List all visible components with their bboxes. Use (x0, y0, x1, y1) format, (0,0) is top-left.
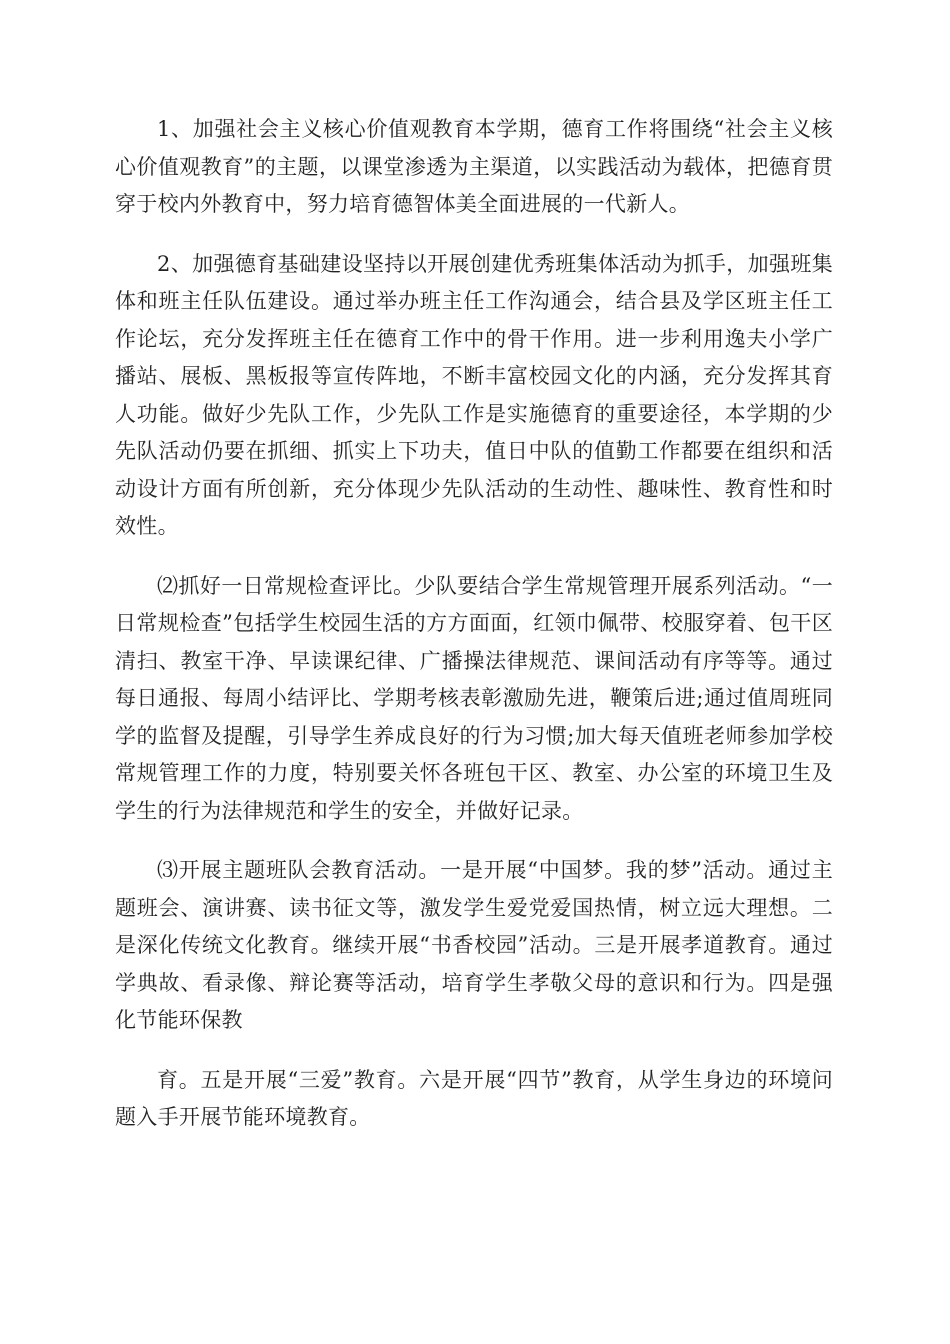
paragraph-5: 育。五是开展“三爱”教育。六是开展“四节”教育，从学生身边的环境问题入手开展节能环境教育。 (115, 1067, 833, 1129)
paragraph-1: 1、加强社会主义核心价值观教育本学期，德育工作将围绕“社会主义核心价值观教育”的主题，以课堂渗透为主渠道，以实践活动为载体，把德育贯穿于校内外教育中，努力培育德智体美全面进展的一代新人。 (115, 117, 833, 216)
document-body (115, 111, 833, 1159)
paragraph-4: ⑶开展主题班队会教育活动。一是开展“中国梦。我的梦”活动。通过主题班会、演讲赛、读书征文等，激发学生爱党爱国热情，树立远大理想。二是深化传统文化教育。继续开展“书香校园”活动。三是开展孝道教育。通过学典故、看录像、辩论赛等活动，培育学生孝敬父母的意识和行为。四是强化节能环保教 (115, 858, 833, 1032)
paragraph-3: ⑵抓好一日常规检查评比。少队要结合学生常规管理开展系列活动。“一日常规检查”包括学生校园生活的方方面面，红领巾佩带、校服穿着、包干区清扫、教室干净、早读课纪律、广播操法律规范、课间活动有序等等。通过每日通报、每周小结评比、学期考核表彰激励先进，鞭策后进;通过值周班同学的监督及提醒，引导学生养成良好的行为习惯;加大每天值班老师参加学校常规管理工作的力度，特别要关怀各班包干区、教室、办公室的环境卫生及学生的行为法律规范和学生的安全，并做好记录。 (115, 573, 833, 823)
paragraph-2: 2、加强德育基础建设坚持以开展创建优秀班集体活动为抓手，加强班集体和班主任队伍建设。通过举办班主任工作沟通会，结合县及学区班主任工作论坛，充分发挥班主任在德育工作中的骨干作用。进一步利用逸夫小学广播站、展板、黑板报等宣传阵地，不断丰富校园文化的内涵，充分发挥其育人功能。做好少先队工作，少先队工作是实施德育的重要途径，本学期的少先队活动仍要在抓细、抓实上下功夫，值日中队的值勤工作都要在组织和活动设计方面有所创新，充分体现少先队活动的生动性、趣味性、教育性和时效性。 (115, 251, 833, 538)
